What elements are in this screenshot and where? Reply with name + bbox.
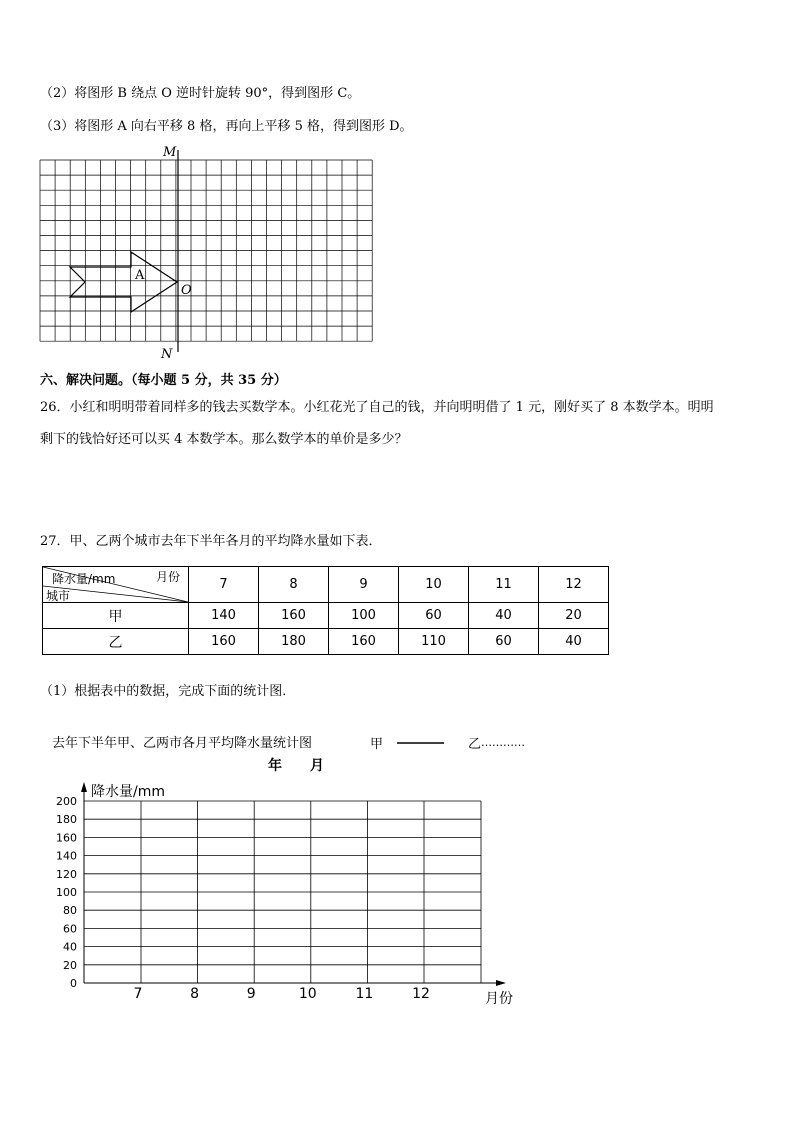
value-cell: 60 (469, 629, 539, 655)
table-corner-cell (43, 567, 189, 603)
corner-city-label: 城市 (46, 589, 71, 603)
legend-yi-label: 乙 (468, 737, 482, 752)
rainfall-chart (52, 735, 525, 1007)
value-cell: 160 (189, 629, 259, 655)
question-3-text: （3）将图形 A 向右平移 8 格，再向上平移 5 格，得到图形 D。 (40, 119, 413, 134)
legend-jia-label: 甲 (370, 737, 384, 752)
y-tick-label: 180 (56, 813, 77, 827)
value-cell: 20 (539, 603, 609, 629)
table-row (43, 629, 609, 655)
corner-month-label: 月份 (156, 570, 181, 584)
rainfall-table (42, 566, 609, 655)
x-tick-label: 9 (246, 986, 256, 1002)
chart-date-line: 年 月 (268, 758, 324, 774)
corner-rainfall-label: 降水量/mm (52, 572, 116, 586)
table-row (43, 603, 609, 629)
value-cell: 180 (259, 629, 329, 655)
x-tick-label: 7 (133, 986, 143, 1002)
y-tick-label: 80 (63, 904, 77, 918)
x-tick-label: 12 (412, 986, 430, 1002)
section-6-title: 六、解决问题。（每小题 5 分，共 35 分） (40, 373, 287, 388)
city-cell: 甲 (43, 603, 189, 629)
value-cell: 160 (329, 629, 399, 655)
chart-title: 去年下半年甲、乙两市各月平均降水量统计图 (52, 736, 313, 751)
value-cell: 140 (189, 603, 259, 629)
y-axis-label: 降水量/mm (91, 784, 165, 800)
label-n: N (161, 347, 173, 362)
month-header-cell: 10 (399, 567, 469, 603)
value-cell: 110 (399, 629, 469, 655)
value-cell: 40 (539, 629, 609, 655)
month-header-cell: 12 (539, 567, 609, 603)
y-axis-arrow-icon (81, 782, 87, 792)
question-27-sub1: （1）根据表中的数据，完成下面的统计图． (40, 684, 296, 699)
x-tick-label: 10 (298, 986, 317, 1002)
month-header-cell: 8 (259, 567, 329, 603)
legend-yi-dotted: ………… (481, 736, 525, 749)
label-m: M (163, 145, 177, 160)
y-tick-label: 0 (70, 977, 77, 990)
label-a: A (135, 268, 145, 283)
y-tick-label: 40 (63, 940, 77, 954)
y-tick-label: 120 (56, 867, 77, 881)
y-tick-label: 60 (63, 922, 77, 936)
label-o: O (181, 283, 192, 298)
value-cell: 60 (399, 603, 469, 629)
y-tick-label: 160 (56, 831, 77, 845)
x-tick-label: 11 (355, 986, 374, 1002)
x-axis-arrow-icon (496, 980, 506, 986)
value-cell: 100 (329, 603, 399, 629)
y-tick-label: 100 (56, 886, 77, 899)
x-tick-label: 8 (190, 986, 200, 1002)
y-tick-label: 140 (56, 849, 77, 863)
city-cell: 乙 (43, 629, 189, 655)
month-header-cell: 7 (189, 567, 259, 603)
y-tick-label: 200 (56, 795, 77, 808)
month-header-cell: 11 (469, 567, 539, 603)
question-27-intro: 27．甲、乙两个城市去年下半年各月的平均降水量如下表． (40, 534, 382, 549)
y-tick-label: 20 (63, 958, 77, 972)
question-26-line2: 剩下的钱恰好还可以买 4 本数学本。那么数学本的单价是多少？ (40, 432, 408, 447)
x-axis-label: 月份 (485, 991, 513, 1007)
question-2-text: （2）将图形 B 绕点 O 逆时针旋转 90°，得到图形 C。 (40, 86, 361, 101)
value-cell: 160 (259, 603, 329, 629)
table-header-row (43, 567, 609, 603)
month-header-cell: 9 (329, 567, 399, 603)
question-26-line1: 26．小红和明明带着同样多的钱去买数学本。小红花光了自己的钱，并向明明借了 1 元，刚好买了 8 本数学本。明明 (40, 400, 714, 415)
value-cell: 40 (469, 603, 539, 629)
